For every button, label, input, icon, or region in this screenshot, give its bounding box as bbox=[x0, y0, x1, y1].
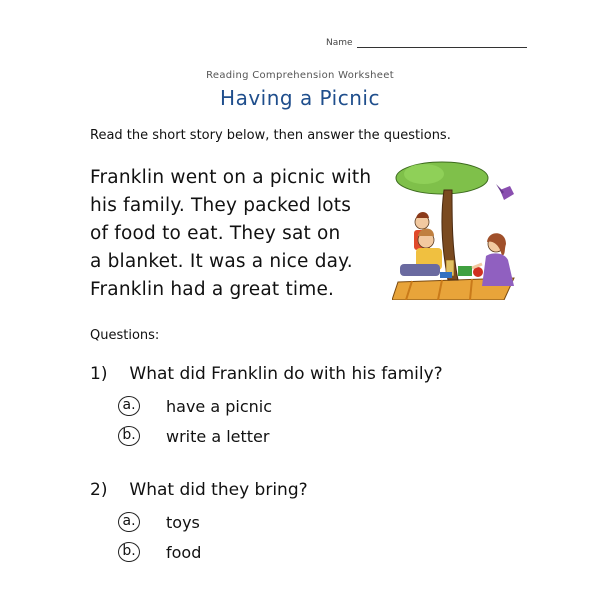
option-letter-circle[interactable]: b. bbox=[118, 426, 140, 446]
option-text: write a letter bbox=[166, 426, 270, 446]
question-number: 2) bbox=[90, 480, 108, 500]
name-field[interactable] bbox=[326, 38, 527, 48]
option-text: toys bbox=[166, 512, 200, 532]
name-label: Name bbox=[326, 38, 353, 48]
story-line: Franklin had a great time. bbox=[90, 279, 335, 300]
questions-label: Questions: bbox=[90, 328, 160, 343]
option-letter-circle[interactable]: b. bbox=[118, 542, 140, 562]
picnic-illustration bbox=[392, 160, 522, 300]
question-2 bbox=[90, 480, 308, 500]
answer-option[interactable] bbox=[118, 426, 269, 446]
name-blank-line[interactable] bbox=[357, 38, 527, 48]
question-text: What did Franklin do with his family? bbox=[129, 364, 443, 384]
option-letter-circle[interactable]: a. bbox=[118, 396, 140, 416]
worksheet-subtitle: Reading Comprehension Worksheet bbox=[206, 70, 394, 81]
story-line: of food to eat. They sat on bbox=[90, 223, 341, 244]
question-1 bbox=[90, 364, 443, 384]
page-title: Having a Picnic bbox=[220, 86, 380, 110]
story-line: his family. They packed lots bbox=[90, 195, 352, 216]
story-line: Franklin went on a picnic with bbox=[90, 167, 372, 188]
story-text bbox=[90, 164, 390, 304]
answer-option[interactable] bbox=[118, 542, 201, 562]
question-number: 1) bbox=[90, 364, 108, 384]
option-letter-circle[interactable]: a. bbox=[118, 512, 140, 532]
answer-option[interactable] bbox=[118, 396, 272, 416]
answer-option[interactable] bbox=[118, 512, 200, 532]
story-line: a blanket. It was a nice day. bbox=[90, 251, 353, 272]
question-text: What did they bring? bbox=[129, 480, 308, 500]
option-text: have a picnic bbox=[166, 396, 273, 416]
option-text: food bbox=[166, 542, 202, 562]
instructions-text: Read the short story below, then answer the questions. bbox=[90, 128, 451, 143]
